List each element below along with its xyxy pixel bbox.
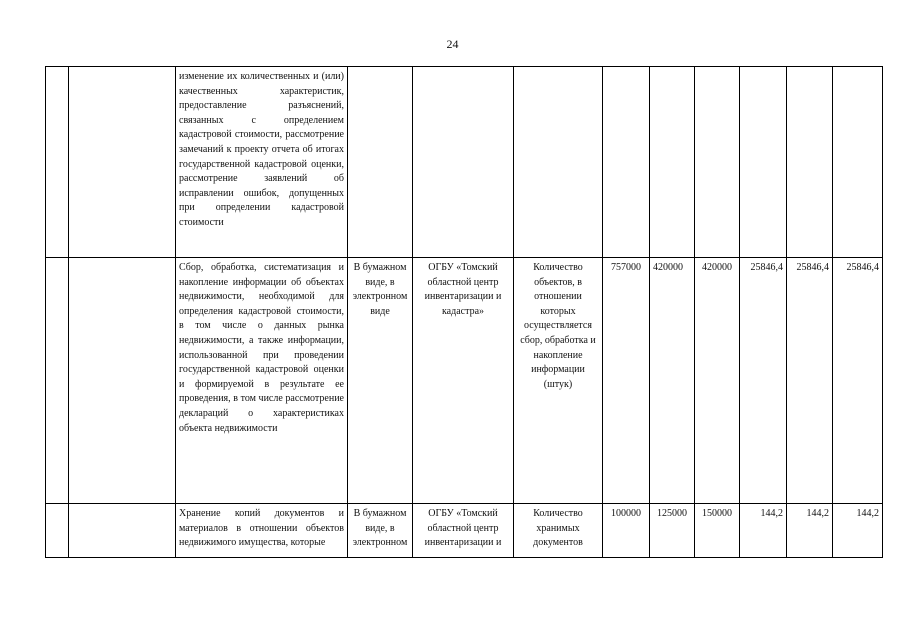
service-description: Сбор, обработка, систематизация и накопление информации об объектах недвижимости, необходимой для определения кадастровой стоимости, в том числе о данных рынка недвижимости, а также информации, использованной при проведении государственной кадастровой оценки и формируемой в результате ее проведения, в том числе рассмотрение деклараций о характеристиках объекта недвижимости bbox=[176, 258, 348, 504]
value-cell-1 bbox=[603, 67, 650, 258]
service-indicator: Количество хранимых документов bbox=[514, 504, 603, 558]
table-row bbox=[46, 504, 883, 558]
value-cell-1: 757000 bbox=[603, 258, 650, 504]
value-cell-3: 420000 bbox=[695, 258, 740, 504]
value-cell-6: 144,2 bbox=[833, 504, 883, 558]
value-cell-4: 144,2 bbox=[740, 504, 787, 558]
value-cell-5: 25846,4 bbox=[787, 258, 833, 504]
table-row bbox=[46, 67, 883, 258]
value-cell-4: 25846,4 bbox=[740, 258, 787, 504]
value-cell-6: 25846,4 bbox=[833, 258, 883, 504]
service-organization: ОГБУ «Томский областной центр инвентаризации и кадастра» bbox=[413, 258, 514, 504]
page-number: 24 bbox=[446, 37, 459, 51]
value-cell-2: 420000 bbox=[650, 258, 695, 504]
row-number-cell bbox=[46, 67, 69, 258]
service-organization: ОГБУ «Томский областной центр инвентаризации и bbox=[413, 504, 514, 558]
row-number-cell bbox=[46, 504, 69, 558]
service-form: В бумажном виде, в электронном bbox=[348, 504, 413, 558]
service-form bbox=[348, 67, 413, 258]
value-cell-3 bbox=[695, 67, 740, 258]
value-cell-5: 144,2 bbox=[787, 504, 833, 558]
table-row bbox=[46, 258, 883, 504]
value-cell-3: 150000 bbox=[695, 504, 740, 558]
section-cell bbox=[69, 258, 176, 504]
service-form: В бумажном виде, в электронном виде bbox=[348, 258, 413, 504]
services-table bbox=[45, 66, 883, 558]
section-cell bbox=[69, 67, 176, 258]
service-description: Хранение копий документов и материалов в отношении объектов недвижимого имущества, которые bbox=[176, 504, 348, 558]
value-cell-5 bbox=[787, 67, 833, 258]
section-cell bbox=[69, 504, 176, 558]
value-cell-1: 100000 bbox=[603, 504, 650, 558]
value-cell-2: 125000 bbox=[650, 504, 695, 558]
value-cell-2 bbox=[650, 67, 695, 258]
service-organization bbox=[413, 67, 514, 258]
service-indicator bbox=[514, 67, 603, 258]
service-indicator: Количество объектов, в отношении которых осуществляется сбор, обработка и накопление информации (штук) bbox=[514, 258, 603, 504]
row-number-cell bbox=[46, 258, 69, 504]
value-cell-4 bbox=[740, 67, 787, 258]
value-cell-6 bbox=[833, 67, 883, 258]
service-description: изменение их количественных и (или) качественных характеристик, предоставление разъяснений, связанных с определением кадастровой стоимости, рассмотрение замечаний к проекту отчета об итогах государственной кадастровой оценки, рассмотрение заявлений об исправлении ошибок, допущенных при определении кадастровой стоимости bbox=[176, 67, 348, 258]
